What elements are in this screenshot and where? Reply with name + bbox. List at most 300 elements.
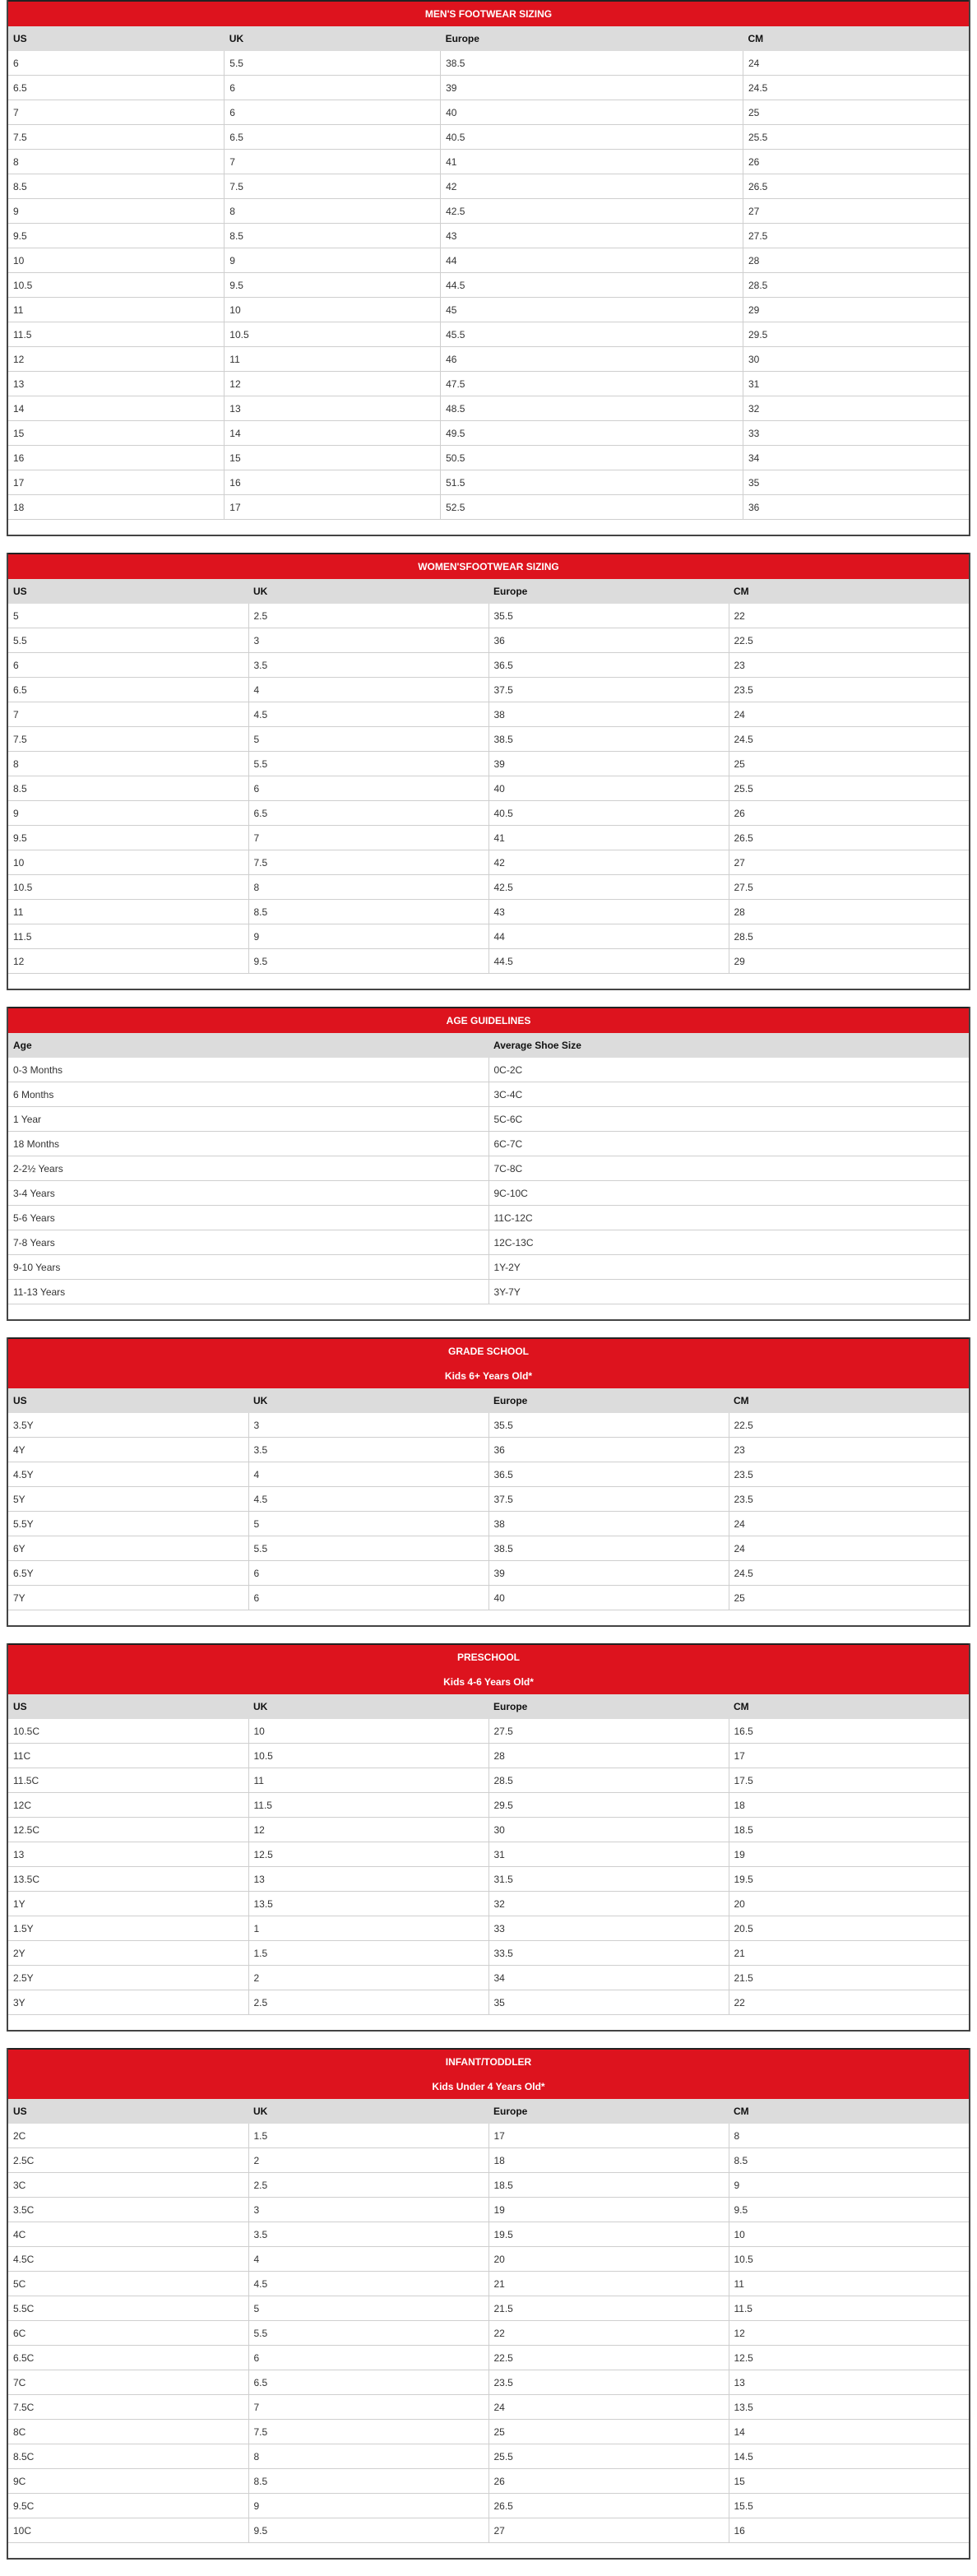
table-cell: 22.5: [488, 2346, 729, 2370]
table-row: [8, 949, 969, 974]
table-row: [8, 372, 969, 396]
table-cell: 14: [729, 2420, 969, 2444]
table-cell: 23.5: [729, 1462, 969, 1487]
table-cell: 9.5: [8, 224, 225, 248]
table-cell: 5.5Y: [8, 1512, 248, 1536]
table-cell: 13: [729, 2370, 969, 2395]
table-cell: 13: [8, 1842, 248, 1867]
table-cell: 44: [441, 248, 743, 273]
header-row: [8, 1694, 969, 1719]
table-cell: 6.5: [8, 678, 248, 702]
table-cell: 25: [743, 100, 970, 125]
table-cell: 40.5: [488, 801, 729, 826]
table-cell: 26.5: [488, 2494, 729, 2518]
table-cell: 42: [488, 850, 729, 875]
section-subtitle: Kids Under 4 Years Old*: [432, 2081, 545, 2092]
table-row: [8, 322, 969, 347]
section-title: AGE GUIDELINES: [446, 1015, 531, 1026]
table-cell: 36: [743, 495, 970, 520]
table-cell: 12: [225, 372, 441, 396]
column-header: CM: [729, 579, 969, 604]
table-row: [8, 2272, 969, 2296]
column-header: US: [8, 1388, 248, 1413]
table-cell: 12: [729, 2321, 969, 2346]
table-cell: 28.5: [743, 273, 970, 298]
table-row: [8, 2469, 969, 2494]
table-cell: 6: [225, 76, 441, 100]
table-cell: 24.5: [729, 1561, 969, 1586]
table-cell: 0-3 Months: [8, 1058, 488, 1082]
table-cell: 21.5: [488, 2296, 729, 2321]
table-cell: 6.5: [8, 76, 225, 100]
table-row: [8, 628, 969, 653]
table-cell: 12.5: [248, 1842, 488, 1867]
table-cell: 34: [743, 446, 970, 470]
table-cell: 30: [743, 347, 970, 372]
table-cell: 3.5: [248, 653, 488, 678]
section-bottom-spacer: [8, 2015, 969, 2030]
table-cell: 31: [488, 1842, 729, 1867]
table-cell: 28: [488, 1744, 729, 1768]
size-table: [8, 1388, 969, 1610]
column-header: Europe: [488, 1388, 729, 1413]
table-cell: 27: [743, 199, 970, 224]
table-row: [8, 470, 969, 495]
table-cell: 26: [743, 150, 970, 174]
table-cell: 9: [729, 2173, 969, 2198]
table-cell: 2.5: [248, 2173, 488, 2198]
table-cell: 1.5: [248, 2124, 488, 2148]
table-cell: 8.5: [248, 2469, 488, 2494]
size-table: [8, 579, 969, 974]
table-row: [8, 125, 969, 150]
table-cell: 7Y: [8, 1586, 248, 1610]
table-cell: 7.5: [225, 174, 441, 199]
table-cell: 12.5: [729, 2346, 969, 2370]
section-title: WOMEN'SFOOTWEAR SIZING: [418, 561, 559, 572]
table-cell: 29: [729, 949, 969, 974]
column-header: Europe: [488, 1694, 729, 1719]
table-row: [8, 2346, 969, 2370]
table-cell: 11.5: [8, 322, 225, 347]
section-subtitle: Kids 6+ Years Old*: [444, 1370, 533, 1382]
section-bottom-spacer: [8, 2543, 969, 2558]
table-row: [8, 76, 969, 100]
table-cell: 9-10 Years: [8, 1255, 488, 1280]
table-row: [8, 1132, 969, 1156]
table-cell: 9.5: [729, 2198, 969, 2222]
table-cell: 42.5: [488, 875, 729, 900]
table-cell: 33: [488, 1916, 729, 1941]
table-cell: 35: [488, 1990, 729, 2015]
table-cell: 45: [441, 298, 743, 322]
table-cell: 2C: [8, 2124, 248, 2148]
table-cell: 12C: [8, 1793, 248, 1818]
table-cell: 11: [8, 298, 225, 322]
section-bottom-spacer: [8, 520, 969, 535]
table-cell: 11.5C: [8, 1768, 248, 1793]
table-cell: 1: [248, 1916, 488, 1941]
table-cell: 5.5: [248, 752, 488, 776]
table-cell: 23: [729, 1438, 969, 1462]
table-cell: 6: [225, 100, 441, 125]
table-cell: 42: [441, 174, 743, 199]
table-cell: 4.5C: [8, 2247, 248, 2272]
table-cell: 12: [248, 1818, 488, 1842]
table-row: [8, 1536, 969, 1561]
header-row: [8, 1033, 969, 1058]
table-cell: 36.5: [488, 1462, 729, 1487]
table-row: [8, 51, 969, 76]
table-cell: 12: [8, 949, 248, 974]
table-cell: 16: [729, 2518, 969, 2543]
table-cell: 1.5: [248, 1941, 488, 1966]
table-cell: 14: [225, 421, 441, 446]
table-row: [8, 1842, 969, 1867]
size-section-preschool: [7, 1643, 970, 2032]
table-cell: 6: [248, 1561, 488, 1586]
table-cell: 0C-2C: [488, 1058, 969, 1082]
table-cell: 7.5: [248, 2420, 488, 2444]
table-cell: 24: [729, 1512, 969, 1536]
table-cell: 39: [488, 752, 729, 776]
table-cell: 20: [729, 1892, 969, 1916]
table-cell: 11: [8, 900, 248, 924]
table-cell: 27: [729, 850, 969, 875]
table-cell: 15: [225, 446, 441, 470]
table-cell: 7.5: [248, 850, 488, 875]
table-row: [8, 100, 969, 125]
table-cell: 18.5: [729, 1818, 969, 1842]
table-cell: 6: [248, 2346, 488, 2370]
section-header: [8, 0, 969, 26]
table-cell: 8: [8, 150, 225, 174]
table-row: [8, 1818, 969, 1842]
section-bottom-spacer: [8, 1610, 969, 1625]
table-cell: 8: [8, 752, 248, 776]
table-row: [8, 1586, 969, 1610]
column-header: Europe: [488, 2099, 729, 2124]
header-row: [8, 1388, 969, 1413]
table-cell: 8: [248, 875, 488, 900]
table-cell: 4.5: [248, 1487, 488, 1512]
table-row: [8, 875, 969, 900]
table-row: [8, 2296, 969, 2321]
table-cell: 3Y: [8, 1990, 248, 2015]
table-cell: 15.5: [729, 2494, 969, 2518]
table-cell: 7C-8C: [488, 1156, 969, 1181]
table-cell: 10.5: [248, 1744, 488, 1768]
table-cell: 5: [248, 2296, 488, 2321]
section-header: [8, 2048, 969, 2099]
table-cell: 8: [225, 199, 441, 224]
table-cell: 44: [488, 924, 729, 949]
table-cell: 5.5: [225, 51, 441, 76]
section-title: GRADE SCHOOL: [447, 1346, 529, 1357]
table-cell: 3-4 Years: [8, 1181, 488, 1206]
table-cell: 16: [225, 470, 441, 495]
table-cell: 3.5: [248, 1438, 488, 1462]
table-cell: 3.5C: [8, 2198, 248, 2222]
table-cell: 10.5: [225, 322, 441, 347]
table-cell: 4: [248, 1462, 488, 1487]
table-cell: 10C: [8, 2518, 248, 2543]
table-cell: 35: [743, 470, 970, 495]
table-row: [8, 1255, 969, 1280]
table-cell: 45.5: [441, 322, 743, 347]
table-cell: 5.5C: [8, 2296, 248, 2321]
table-row: [8, 1082, 969, 1107]
table-cell: 41: [488, 826, 729, 850]
table-row: [8, 2148, 969, 2173]
table-cell: 2.5C: [8, 2148, 248, 2173]
table-cell: 8: [729, 2124, 969, 2148]
table-cell: 6 Months: [8, 1082, 488, 1107]
section-header: [8, 1643, 969, 1694]
table-cell: 9.5: [248, 2518, 488, 2543]
table-cell: 1Y-2Y: [488, 1255, 969, 1280]
table-cell: 2: [248, 1966, 488, 1990]
table-row: [8, 347, 969, 372]
table-row: [8, 1768, 969, 1793]
table-cell: 43: [488, 900, 729, 924]
table-row: [8, 1966, 969, 1990]
table-cell: 13: [248, 1867, 488, 1892]
table-cell: 5C: [8, 2272, 248, 2296]
table-cell: 12: [8, 347, 225, 372]
table-cell: 13: [225, 396, 441, 421]
table-cell: 2.5Y: [8, 1966, 248, 1990]
column-header: US: [8, 26, 225, 51]
table-cell: 12C-13C: [488, 1230, 969, 1255]
table-cell: 2.5: [248, 1990, 488, 2015]
table-cell: 36.5: [488, 653, 729, 678]
table-cell: 17: [225, 495, 441, 520]
table-cell: 24: [488, 2395, 729, 2420]
table-row: [8, 678, 969, 702]
table-cell: 39: [441, 76, 743, 100]
table-row: [8, 1719, 969, 1744]
table-cell: 18: [8, 495, 225, 520]
table-cell: 22.5: [729, 1413, 969, 1438]
table-cell: 40: [441, 100, 743, 125]
table-cell: 17: [8, 470, 225, 495]
table-row: [8, 2518, 969, 2543]
table-cell: 18: [488, 2148, 729, 2173]
table-cell: 7.5C: [8, 2395, 248, 2420]
table-cell: 38.5: [441, 51, 743, 76]
section-header: [8, 553, 969, 579]
table-cell: 4: [248, 678, 488, 702]
table-cell: 6.5C: [8, 2346, 248, 2370]
table-cell: 10: [225, 298, 441, 322]
table-cell: 3: [248, 628, 488, 653]
table-cell: 5: [8, 604, 248, 628]
table-row: [8, 1561, 969, 1586]
table-cell: 11: [225, 347, 441, 372]
table-cell: 52.5: [441, 495, 743, 520]
table-row: [8, 248, 969, 273]
table-cell: 13.5C: [8, 1867, 248, 1892]
table-cell: 46: [441, 347, 743, 372]
table-cell: 9.5: [8, 826, 248, 850]
column-header: Age: [8, 1033, 488, 1058]
table-cell: 4: [248, 2247, 488, 2272]
table-cell: 34: [488, 1966, 729, 1990]
table-row: [8, 495, 969, 520]
table-row: [8, 2444, 969, 2469]
table-cell: 9: [8, 801, 248, 826]
table-cell: 25: [488, 2420, 729, 2444]
table-cell: 17: [488, 2124, 729, 2148]
table-cell: 25.5: [743, 125, 970, 150]
table-cell: 9C-10C: [488, 1181, 969, 1206]
table-row: [8, 1916, 969, 1941]
column-header: CM: [743, 26, 970, 51]
table-cell: 28: [729, 900, 969, 924]
table-cell: 39: [488, 1561, 729, 1586]
table-cell: 40: [488, 1586, 729, 1610]
section-title: INFANT/TODDLER: [445, 2056, 532, 2068]
table-cell: 5: [248, 1512, 488, 1536]
table-cell: 10: [248, 1719, 488, 1744]
table-cell: 6.5: [248, 2370, 488, 2395]
table-row: [8, 298, 969, 322]
column-header: UK: [248, 2099, 488, 2124]
table-row: [8, 702, 969, 727]
table-row: [8, 1156, 969, 1181]
table-cell: 11.5: [729, 2296, 969, 2321]
table-cell: 31: [743, 372, 970, 396]
table-cell: 6.5Y: [8, 1561, 248, 1586]
table-cell: 31.5: [488, 1867, 729, 1892]
table-cell: 4Y: [8, 1438, 248, 1462]
table-cell: 40: [488, 776, 729, 801]
table-cell: 20.5: [729, 1916, 969, 1941]
table-cell: 10.5: [8, 273, 225, 298]
table-cell: 28.5: [729, 924, 969, 949]
table-cell: 26.5: [743, 174, 970, 199]
table-cell: 29.5: [488, 1793, 729, 1818]
table-cell: 36: [488, 628, 729, 653]
table-cell: 22: [488, 2321, 729, 2346]
table-cell: 25.5: [729, 776, 969, 801]
table-cell: 5C-6C: [488, 1107, 969, 1132]
size-table: [8, 26, 969, 520]
table-row: [8, 826, 969, 850]
table-cell: 9.5: [225, 273, 441, 298]
table-cell: 6: [8, 653, 248, 678]
table-cell: 38.5: [488, 727, 729, 752]
table-row: [8, 2494, 969, 2518]
column-header: US: [8, 1694, 248, 1719]
column-header: Europe: [488, 579, 729, 604]
table-row: [8, 2370, 969, 2395]
table-row: [8, 1892, 969, 1916]
table-cell: 19: [488, 2198, 729, 2222]
table-row: [8, 801, 969, 826]
table-row: [8, 604, 969, 628]
table-cell: 23.5: [488, 2370, 729, 2395]
column-header: UK: [248, 1388, 488, 1413]
table-cell: 38.5: [488, 1536, 729, 1561]
size-section-grade-school: [7, 1337, 970, 1627]
table-cell: 35.5: [488, 1413, 729, 1438]
table-cell: 11: [729, 2272, 969, 2296]
table-cell: 7C: [8, 2370, 248, 2395]
table-cell: 24: [743, 51, 970, 76]
table-cell: 6C: [8, 2321, 248, 2346]
table-cell: 6.5: [225, 125, 441, 150]
size-table: [8, 2099, 969, 2543]
table-cell: 33: [743, 421, 970, 446]
table-cell: 32: [488, 1892, 729, 1916]
table-row: [8, 150, 969, 174]
table-cell: 2.5: [248, 604, 488, 628]
table-row: [8, 1438, 969, 1462]
table-cell: 30: [488, 1818, 729, 1842]
table-cell: 5.5: [248, 1536, 488, 1561]
table-cell: 37.5: [488, 678, 729, 702]
table-cell: 22: [729, 604, 969, 628]
table-cell: 14.5: [729, 2444, 969, 2469]
table-cell: 3C: [8, 2173, 248, 2198]
table-cell: 33.5: [488, 1941, 729, 1966]
table-cell: 28: [743, 248, 970, 273]
table-row: [8, 2222, 969, 2247]
table-cell: 8.5: [248, 900, 488, 924]
table-cell: 8: [248, 2444, 488, 2469]
table-cell: 25: [729, 1586, 969, 1610]
table-row: [8, 1744, 969, 1768]
table-row: [8, 1413, 969, 1438]
table-cell: 9: [225, 248, 441, 273]
column-header: UK: [248, 1694, 488, 1719]
table-cell: 8C: [8, 2420, 248, 2444]
table-cell: 7.5: [8, 125, 225, 150]
table-row: [8, 273, 969, 298]
column-header: CM: [729, 2099, 969, 2124]
table-cell: 7: [248, 826, 488, 850]
header-row: [8, 579, 969, 604]
table-cell: 5.5: [8, 628, 248, 653]
column-header: US: [8, 579, 248, 604]
column-header: US: [8, 2099, 248, 2124]
table-cell: 8.5: [8, 174, 225, 199]
table-cell: 1Y: [8, 1892, 248, 1916]
table-cell: 8.5: [225, 224, 441, 248]
table-cell: 11.5: [8, 924, 248, 949]
table-cell: 11-13 Years: [8, 1280, 488, 1304]
table-cell: 18.5: [488, 2173, 729, 2198]
column-header: CM: [729, 1388, 969, 1413]
table-cell: 40.5: [441, 125, 743, 150]
table-row: [8, 1230, 969, 1255]
table-cell: 29: [743, 298, 970, 322]
table-row: [8, 900, 969, 924]
size-section-age: [7, 1007, 970, 1321]
header-row: [8, 2099, 969, 2124]
table-cell: 4.5: [248, 702, 488, 727]
table-cell: 2Y: [8, 1941, 248, 1966]
table-cell: 10: [729, 2222, 969, 2247]
table-cell: 9C: [8, 2469, 248, 2494]
table-row: [8, 2198, 969, 2222]
table-cell: 7-8 Years: [8, 1230, 488, 1255]
table-cell: 32: [743, 396, 970, 421]
table-row: [8, 776, 969, 801]
table-cell: 6C-7C: [488, 1132, 969, 1156]
